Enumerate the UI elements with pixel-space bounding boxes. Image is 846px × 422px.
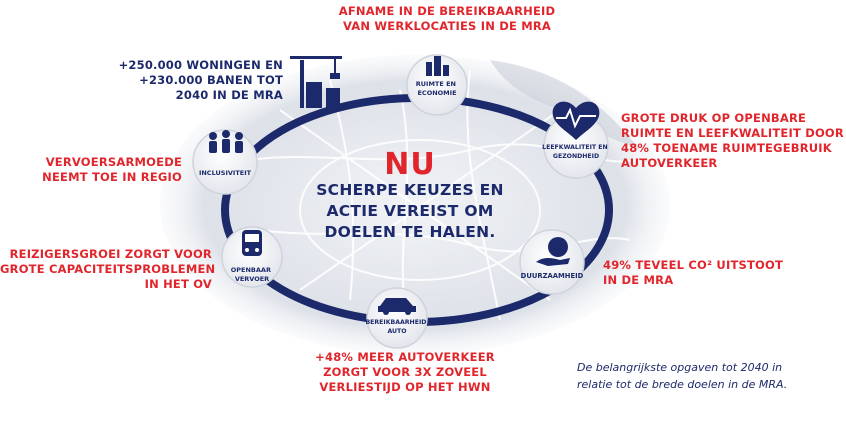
node-leefkwaliteit-line1: LEEFKWALITEIT EN: [542, 144, 608, 151]
center-title: NU: [384, 147, 436, 182]
caption-line2: relatie tot de brede doelen in de MRA.: [577, 378, 788, 391]
label-leefkwaliteit-line3: 48% TOENAME RUIMTEGEBRUIK: [621, 141, 832, 155]
label-bereikbaarheid-werklocaties: [332, 4, 562, 34]
node-ov-line1: OPENBAAR: [230, 266, 271, 274]
label-top-line2: VAN WERKLOCATIES IN DE MRA: [342, 19, 552, 33]
label-reizigersgroei-line1: REIZIGERSGROEI ZORGT VOOR: [9, 247, 212, 261]
label-autoverkeer-line3: VERLIESTIJD OP HET HWN: [319, 380, 491, 394]
label-top-line1: AFNAME IN DE BEREIKBAARHEID: [338, 4, 556, 18]
label-autoverkeer: [300, 350, 510, 395]
label-reizigersgroei-line2: GROTE CAPACITEITSPROBLEMEN: [0, 262, 216, 276]
node-ruimte-line1: RUIMTE EN: [415, 80, 456, 88]
label-leefkwaliteit-line2: RUIMTE EN LEEFKWALITEIT DOOR: [621, 126, 844, 140]
label-leefkwaliteit-line1: GROTE DRUK OP OPENBARE: [621, 111, 807, 125]
center-line-1: SCHERPE KEUZES EN: [316, 181, 504, 199]
label-vervoersarmoede-line1: VERVOERSARMOEDE: [45, 155, 182, 169]
node-inclusiviteit-label: INCLUSIVITEIT: [198, 169, 252, 177]
label-leefkwaliteit: [621, 111, 844, 171]
node-inclusiviteit: [193, 130, 257, 194]
label-autoverkeer-line2: ZORGT VOOR 3X ZOVEEL: [323, 365, 487, 379]
center-message: [300, 180, 520, 243]
label-woningen-line1: +250.000 WONINGEN EN: [118, 58, 283, 72]
node-ruimte-line2: ECONOMIE: [417, 89, 457, 97]
label-reizigersgroei-line3: IN HET OV: [144, 277, 212, 291]
node-openbaar-vervoer: [222, 227, 282, 287]
people-icon: [209, 130, 243, 153]
label-vervoersarmoede: [10, 155, 182, 185]
node-leefkwaliteit-line2: GEZONDHEID: [552, 153, 600, 160]
svg-text:INCLUSIVITEIT: [199, 169, 252, 177]
label-reizigersgroei: [0, 247, 216, 292]
label-woningen-line3: 2040 IN DE MRA: [175, 88, 283, 102]
svg-text:OPENBAAR VERVOER: [231, 266, 273, 283]
node-bereikbaarheid-auto: [365, 288, 428, 348]
node-duurzaamheid: [520, 230, 584, 294]
node-ruimte-economie: [407, 55, 467, 115]
node-bereikbaarheid-line1: BEREIKBAARHEID: [365, 319, 427, 326]
train-icon: [242, 230, 262, 256]
label-vervoersarmoede-line2: NEEMT TOE IN REGIO: [42, 170, 182, 184]
node-duurzaamheid-label: DUURZAAMHEID: [520, 272, 584, 280]
node-bereikbaarheid-line2: AUTO: [387, 328, 407, 335]
label-woningen-banen: [105, 58, 283, 103]
label-uitstoot-line1: 49% TEVEEL CO² UITSTOOT: [603, 258, 784, 272]
center-line-3: DOELEN TE HALEN.: [324, 223, 496, 241]
caption-line1: De belangrijkste opgaven tot 2040 in: [577, 361, 783, 374]
label-autoverkeer-line1: +48% MEER AUTOVERKEER: [315, 350, 495, 364]
caption: [577, 359, 827, 393]
label-woningen-line2: +230.000 BANEN TOT: [139, 73, 283, 87]
label-uitstoot: [603, 258, 783, 288]
label-uitstoot-line2: IN DE MRA: [603, 273, 674, 287]
node-ov-line2: VERVOER: [234, 275, 270, 283]
label-leefkwaliteit-line4: AUTOVERKEER: [621, 156, 718, 170]
center-line-2: ACTIE VEREIST OM: [326, 202, 494, 220]
svg-text:DUURZAAMHEID: [521, 272, 584, 280]
svg-text:RUIMTE EN ECONOMIE: [416, 80, 458, 97]
